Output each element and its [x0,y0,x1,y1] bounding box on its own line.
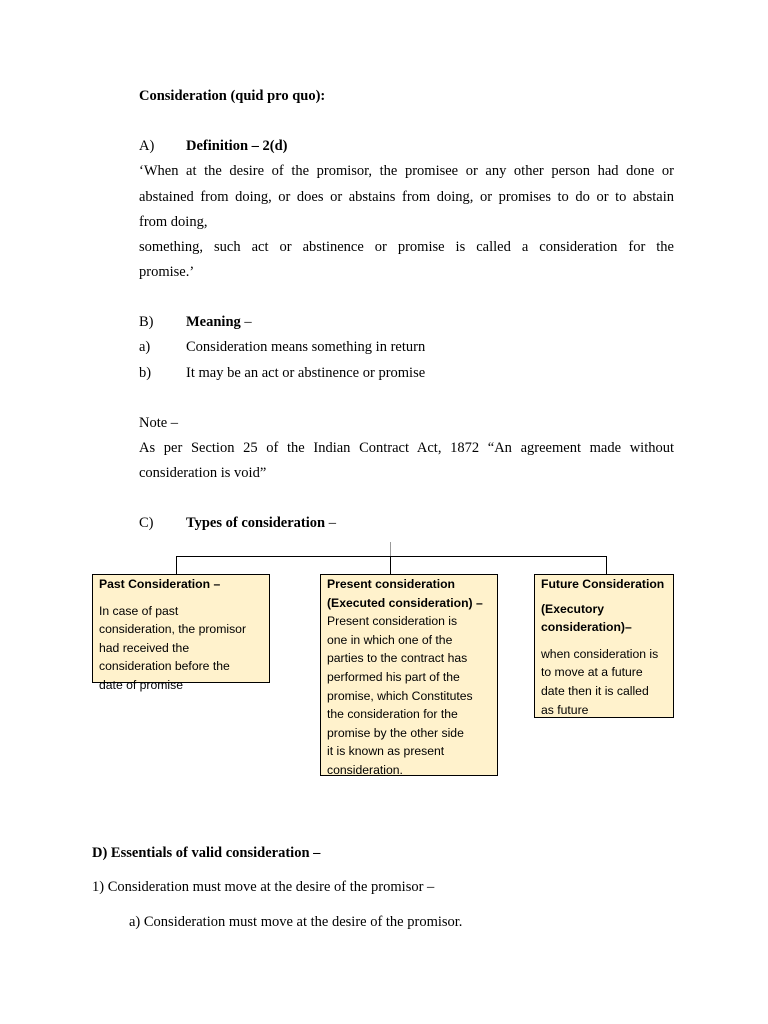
section-c-heading [186,515,336,532]
meaning-a-marker: a) [139,339,151,355]
present-box-line-8: it is known as present [327,744,445,759]
past-box-line-4: consideration before the [99,659,230,674]
connector-present [390,556,391,574]
note-label: Note – [139,415,179,431]
note-line-2: consideration is void” [139,465,267,481]
future-box-title: Future Consideration [541,577,665,591]
future-box-line-1: when consideration is [541,646,659,661]
meaning-a-text: Consideration means something in return [186,339,426,355]
section-a-marker: A) [139,138,155,154]
future-box-line-2: to move at a future [541,665,643,680]
meaning-b-text: It may be an act or abstinence or promise [186,365,426,381]
section-c-dash: – [325,515,336,531]
present-box-line-3: parties to the contract has [327,651,468,666]
present-box-line-7: promise by the other side [327,725,464,740]
definition-line-5: promise.’ [139,264,195,280]
section-c-title: Types of consideration [186,515,326,531]
present-box-line-5: promise, which Constitutes [327,688,473,703]
past-box-line-5: date of promise [99,677,184,692]
page-title: Consideration (quid pro quo): [139,88,326,104]
present-box-line-2: one in which one of the [327,632,453,647]
past-box-title: Past Consideration – [99,577,221,591]
past-box-line-2: consideration, the promisor [99,622,246,637]
present-box-title-2: (Executed consideration) – [327,595,483,610]
section-a-title: Definition – 2(d) [186,138,288,154]
section-c-marker: C) [139,515,154,531]
essential-point-1: 1) Consideration must move at the desire of the promisor – [92,879,435,895]
future-box-subtitle-1: (Executory [541,601,604,616]
past-box-line-1: In case of past [99,603,179,618]
present-box-line-4: performed his part of the [327,669,460,684]
past-box-line-3: had received the [99,640,190,655]
definition-line-1: ‘When at the desire of the promisor, the promisee or any other person had done or [139,163,674,179]
future-box-line-3: date then it is called [541,683,649,698]
meaning-b-marker: b) [139,365,152,381]
essential-point-1a: a) Consideration must move at the desire of the promisor. [129,914,463,930]
present-box-line-6: the consideration for the [327,707,458,722]
future-box-line-4: as future [541,702,589,717]
section-b-heading [186,314,252,331]
connector-past [176,556,177,574]
past-consideration-box [92,574,270,692]
connector-root [390,542,391,556]
definition-line-2: abstained from doing, or does or abstains from doing, or promises to do or to abstain [139,189,674,205]
definition-line-3: from doing, [139,214,208,230]
connector-horizontal [176,556,607,557]
section-b-title: Meaning [186,314,241,330]
section-d-title: D) Essentials of valid consideration – [92,845,321,861]
note-line-1: As per Section 25 of the Indian Contract Act, 1872 “An agreement made without [139,440,674,456]
present-consideration-box [320,574,498,776]
present-box-title-1: Present consideration [327,577,456,591]
connector-future [606,556,607,574]
section-b-marker: B) [139,314,154,330]
present-box-line-9: consideration. [327,762,403,777]
future-consideration-box [534,574,674,718]
definition-line-4: something, such act or abstinence or promise is called a consideration for the [139,239,674,255]
section-b-dash: – [240,314,252,330]
future-box-subtitle-2: consideration)– [541,620,632,635]
present-box-line-1: Present consideration is [327,614,458,629]
